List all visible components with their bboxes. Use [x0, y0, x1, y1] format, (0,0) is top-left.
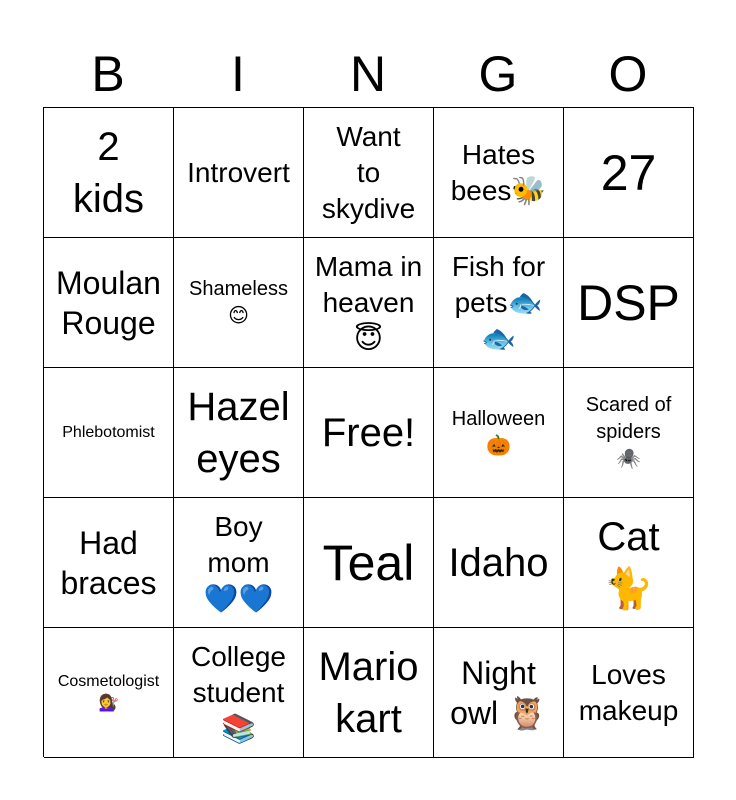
cell-text: Had braces	[60, 524, 157, 601]
bingo-header	[43, 42, 693, 106]
cell-text: Hates bees🐝	[450, 138, 547, 206]
bingo-cell[interactable]	[174, 628, 304, 758]
bingo-cell[interactable]	[434, 498, 564, 628]
bingo-cell[interactable]	[44, 368, 174, 498]
header-letter-b: B	[91, 46, 125, 102]
bingo-cell[interactable]	[44, 108, 174, 238]
cell-text: Halloween 🎃	[451, 407, 546, 457]
bingo-cell[interactable]	[434, 628, 564, 758]
cell-text: Cosmetologist 💇‍♀️	[57, 672, 160, 712]
cell-text: Mario kart	[318, 644, 419, 741]
header-letter-i: I	[231, 46, 245, 102]
cell-text: Cat 🐈	[597, 514, 660, 611]
cell-text: Night owl 🦉	[450, 654, 547, 731]
cell-text: Idaho	[448, 540, 549, 585]
bingo-cell[interactable]	[44, 238, 174, 368]
bingo-cell[interactable]	[564, 498, 694, 628]
bingo-cell[interactable]	[174, 108, 304, 238]
bingo-cell[interactable]	[174, 238, 304, 368]
bingo-cell[interactable]	[174, 368, 304, 498]
bingo-cell[interactable]	[434, 108, 564, 238]
bingo-cell[interactable]	[44, 498, 174, 628]
bingo-cell[interactable]	[434, 368, 564, 498]
bingo-cell[interactable]	[304, 238, 434, 368]
header-letter-g: G	[478, 46, 518, 102]
bingo-cell[interactable]	[304, 498, 434, 628]
cell-text: Fish for pets🐟 🐟	[451, 250, 546, 354]
cell-text: Scared of spiders 🕷️	[585, 394, 672, 470]
bingo-cell[interactable]	[304, 108, 434, 238]
cell-text: 2 kids	[72, 124, 145, 221]
cell-text: Moulan Rouge	[56, 264, 161, 341]
cell-text: Hazel eyes	[187, 384, 290, 481]
cell-text: Loves makeup	[578, 658, 679, 726]
bingo-cell[interactable]	[174, 498, 304, 628]
bingo-cell[interactable]	[434, 238, 564, 368]
bingo-board	[43, 107, 694, 757]
cell-text: Mama in heaven 😇	[314, 250, 423, 354]
cell-text: Shameless 😊	[189, 277, 288, 327]
bingo-cell[interactable]	[304, 628, 434, 758]
bingo-cell[interactable]	[44, 628, 174, 758]
bingo-cell[interactable]	[564, 628, 694, 758]
bingo-cell[interactable]	[564, 108, 694, 238]
cell-text: Teal	[322, 534, 415, 591]
header-letter-n: N	[349, 46, 387, 102]
header-letter-o: O	[608, 46, 648, 102]
cell-text: Introvert	[187, 156, 290, 188]
cell-text: DSP	[577, 274, 680, 331]
bingo-cell[interactable]	[564, 238, 694, 368]
bingo-cell-free[interactable]	[304, 368, 434, 498]
cell-text: Boy mom 💙💙	[203, 510, 274, 614]
cell-text: 27	[600, 144, 657, 201]
cell-text: Want to skydive	[321, 120, 416, 224]
cell-text: Free!	[321, 410, 416, 455]
bingo-cell[interactable]	[564, 368, 694, 498]
cell-text: Phlebotomist	[62, 423, 155, 441]
cell-text: College student 📚	[191, 640, 286, 744]
